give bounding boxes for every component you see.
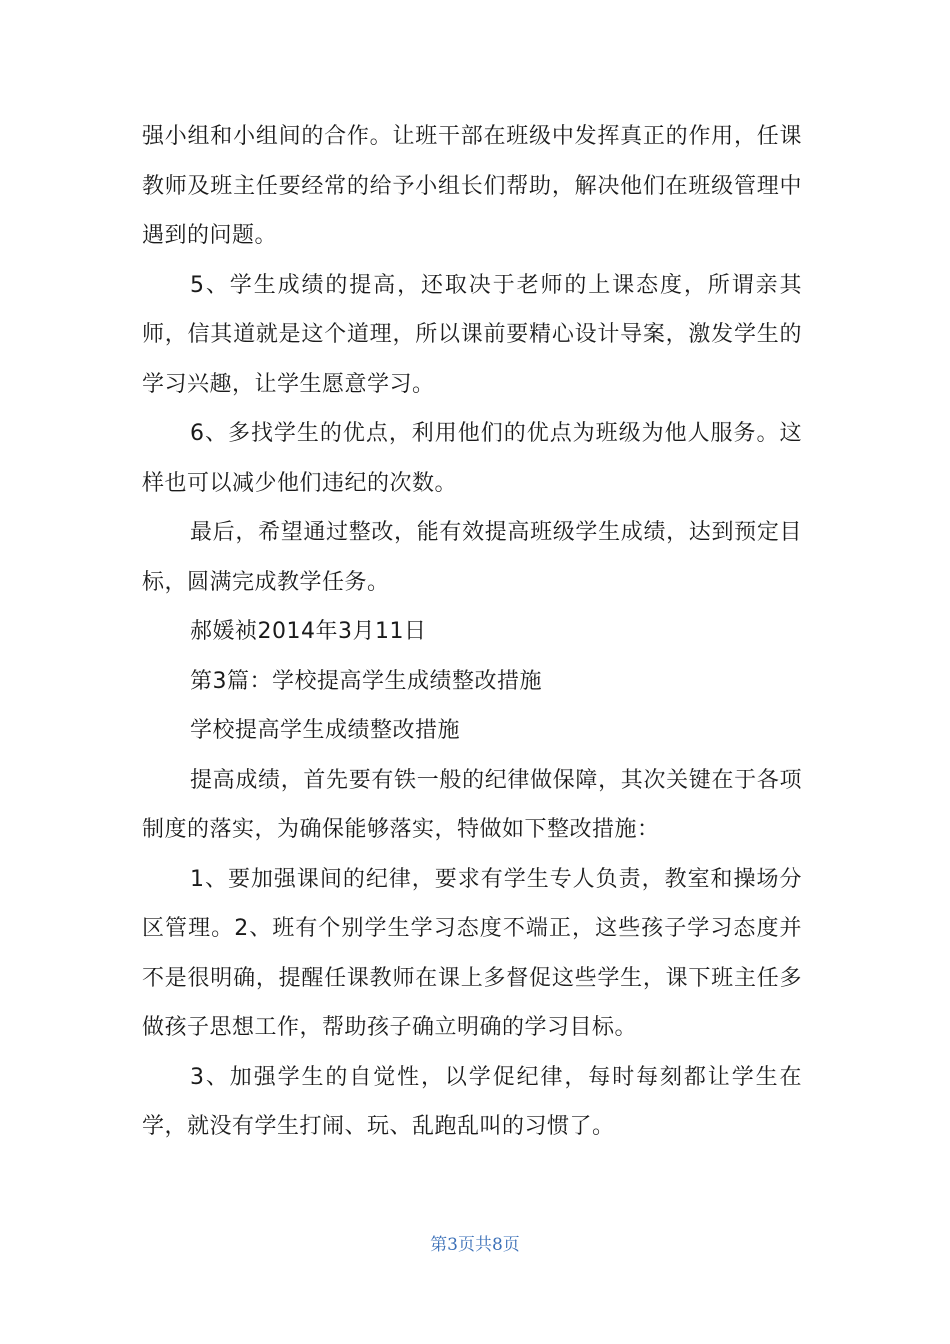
paragraph-item-1-2: 1、要加强课间的纪律，要求有学生专人负责，教室和操场分区管理。2、班有个别学生学习态度不端正，这些孩子学习态度并不是很明确，提醒任课教师在课上多督促这些学生，课下班主任多做孩子思想工作，帮助孩子确立明确的学习目标。 <box>142 866 802 1040</box>
paragraph-intro: 提高成绩，首先要有铁一般的纪律做保障，其次关键在于各项制度的落实，为确保能够落实，特做如下整改措施： <box>142 767 802 842</box>
paragraph-item-3: 3、加强学生的自觉性，以学促纪律，每时每刻都让学生在学，就没有学生打闹、玩、乱跑乱叫的习惯了。 <box>142 1064 802 1139</box>
section-heading: 第3篇：学校提高学生成绩整改措施 <box>190 668 542 694</box>
paragraph-item-5: 5、学生成绩的提高，还取决于老师的上课态度，所谓亲其师，信其道就是这个道理，所以课前要精心设计导案，激发学生的学习兴趣，让学生愿意学习。 <box>142 272 802 397</box>
paragraph-continuation: 强小组和小组间的合作。让班干部在班级中发挥真正的作用，任课教师及班主任要经常的给予小组长们帮助，解决他们在班级管理中遇到的问题。 <box>142 124 802 248</box>
page-number-footer: 第3页共8页 <box>430 1235 520 1255</box>
signature-date-line: 郝媛祯2014年3月11日 <box>190 619 427 644</box>
document-body <box>142 112 802 1152</box>
paragraph-conclusion: 最后，希望通过整改，能有效提高班级学生成绩，达到预定目标，圆满完成教学任务。 <box>142 520 802 595</box>
paragraph-item-6: 6、多找学生的优点，利用他们的优点为班级为他人服务。这样也可以减少他们违纪的次数。 <box>142 421 802 496</box>
section-title: 学校提高学生成绩整改措施 <box>190 718 461 743</box>
